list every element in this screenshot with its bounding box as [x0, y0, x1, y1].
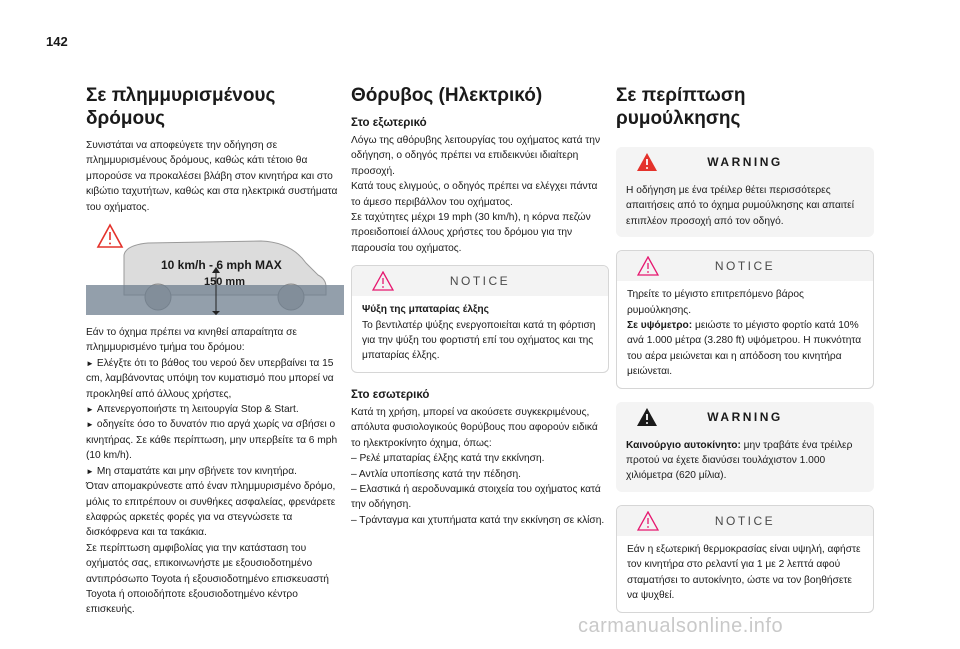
flooded-bullet: ► οδηγείτε όσο το δυνατόν πιο αργά χωρίς να σβήσει ο κινητήρας. Σε κάθε περίπτωση, μην υπερβείτε τα 6 mph (10 km/h).	[86, 419, 338, 462]
notice-text-weight: Τηρείτε το μέγιστο επιτρεπόμενο βάρος ρυμούλκησης.	[627, 289, 804, 316]
interior-text: Κατά τη χρήση, μπορεί να ακούσετε συγκεκριμένους, απόλυτα φυσιολογικούς θορύβους που αφορούν ειδικά το ηλεκτροκίνητο όχημα, όπως: – Ρελέ μπαταρίας έλξης κατά την εκκίνηση. – Αντλία υποπίεσης κατά την πέδηση. – Ελαστικά ή αεροδυναμικά στοιχεία του οχήματος κατά την οδήγηση. – Τράνταγμα και χτυπήματα κατά την εκκίνηση σε κλίση.	[351, 406, 605, 526]
notice-box-temperature	[616, 505, 874, 613]
figure-depth-label: 150 mm	[204, 276, 245, 289]
flooded-lead: Εάν το όχημα πρέπει να κινηθεί απαραίτητα σε πλημμυρισμένο τμήμα του δρόμου:	[86, 327, 297, 354]
notice-box-battery	[351, 265, 609, 373]
arrow-right-icon: ►	[86, 420, 94, 430]
figure-speed-label: 10 km/h - 6 mph MAX	[161, 258, 282, 273]
notice-label: NOTICE	[714, 259, 776, 274]
notice-triangle-icon	[637, 511, 659, 531]
section-title-noise: Θόρυβος (Ηλεκτρικό)	[351, 85, 543, 106]
interior-heading: Στο εσωτερικό	[351, 388, 430, 401]
flooded-bullet: ► Μη σταματάτε και μην σβήνετε τον κινητήρα.	[86, 464, 344, 479]
notice-label: NOTICE	[449, 274, 511, 289]
arrow-right-icon: ►	[86, 405, 94, 415]
warning-triangle-icon	[98, 225, 122, 247]
notice-header	[617, 506, 873, 536]
warning-header	[616, 147, 874, 177]
arrow-right-icon: ►	[86, 466, 94, 476]
flooded-bullet: ► Ελέγξτε ότι το βάθος του νερού δεν υπερβαίνει τα 15 cm, λαμβάνοντας υπόψη τον κυματισμό που μπορεί να προκληθεί από άλλους χρήστες,	[86, 357, 334, 400]
warning-label: WARNING	[707, 409, 783, 424]
warning-triangle-icon	[636, 407, 658, 427]
notice-header	[352, 266, 608, 296]
watermark: carmanualsonline.info	[578, 615, 784, 637]
warning-label: WARNING	[707, 155, 783, 169]
notice-text: Το βεντιλατέρ ψύξης ενεργοποιείται κατά τη φόρτιση για την ψύξη του φορτιστή επί του οχήματος και της μπαταρίας έλξης.	[362, 319, 596, 362]
column-flooded-roads	[86, 84, 344, 618]
arrow-right-icon: ►	[86, 358, 94, 368]
flooded-bullet: ► Απενεργοποιήστε τη λειτουργία Stop & Start.	[86, 402, 344, 417]
flood-figure	[86, 223, 344, 315]
notice-label: NOTICE	[714, 513, 776, 528]
warning-box-new-car	[616, 402, 874, 492]
notice-text-temperature: Εάν η εξωτερική θερμοκρασίας είναι υψηλή, αφήστε τον κινητήρα στο ρελαντί για 1 με 2 λεπτά αφού σταματήσει το αυτοκίνητο, ώστε να τον βοηθήσετε να ψυχθεί.	[627, 543, 861, 602]
notice-triangle-icon	[637, 256, 659, 276]
page-number: 142	[46, 34, 68, 49]
warning-triangle-icon	[636, 152, 658, 172]
flooded-closing: Όταν απομακρύνεστε από έναν πλημμυρισμένο δρόμο, μόλις το επιτρέπουν οι συνθήκες ασφαλείας, φρενάρετε ελαφρώς αρκετές φορές για να στεγνώσετε τα δισκόφρενα και τα τακάκια. Σε περίπτωση αμφιβολίας για την κατάσταση του οχήματός σας, επικοινωνήστε με εξουσιοδοτημένο αντιπρόσωπο Toyota ή εξουσιοδοτημένο επισκευαστή Toyota ή οποιοδήποτε εξουσιοδοτημένο κέντρο επισκευής.	[86, 481, 336, 616]
notice-box-weight	[616, 250, 874, 388]
section-title-flooded: Σε πλημμυρισμένους δρόμους	[86, 85, 276, 129]
notice-text-altitude: Σε υψόμετρο: μειώστε το μέγιστο φορτίο κατά 10% ανά 1.000 μέτρα (3.280 ft) υψόμετρου. Η πυκνότητα του αέρα μειώνεται και η απόδοση του κινητήρα μειώνεται.	[627, 320, 862, 378]
column-noise	[351, 84, 609, 528]
notice-header	[617, 251, 873, 281]
column-towing	[616, 84, 874, 626]
warning-text-new-car: Καινούργιο αυτοκίνητο: μην τραβάτε ένα τρέιλερ προτού να έχετε διανύσει τουλάχιστον 1.000 χιλιόμετρα (620 μίλια).	[626, 439, 853, 482]
warning-header	[616, 402, 874, 432]
notice-title: Ψύξη της μπαταρίας έλξης	[362, 304, 489, 316]
exterior-heading: Στο εξωτερικό	[351, 117, 427, 129]
exterior-text: Λόγω της αθόρυβης λειτουργίας του οχήματος κατά την οδήγηση, ο οδηγός πρέπει να επιδεικνύει ιδιαίτερη προσοχή. Κατά τους ελιγμούς, ο οδηγός πρέπει να ελέγχει πάντα το άμεσο περιβάλλον του οχήματος. Σε ταχύτητες μέχρι 19 mph (30 km/h), η κόρνα πεζών προειδοποιεί άλλους χρήστες του δρόμου για την παρουσία του οχήματος.	[351, 135, 601, 254]
flooded-intro: Συνιστάται να αποφεύγετε την οδήγηση σε πλημμυρισμένους δρόμους, καθώς κάτι τέτοιο θα μπορούσε να προκαλέσει βλάβη στον κινητήρα και στο κιβώτιο ταχυτήτων, καθώς και στα ηλεκτρικά συστήματα του οχήματος.	[86, 140, 338, 213]
water-level	[86, 285, 344, 315]
notice-triangle-icon	[372, 271, 394, 291]
warning-box-trailer	[616, 147, 874, 237]
warning-text: Η οδήγηση με ένα τρέιλερ θέτει περισσότερες απαιτήσεις από το όχημα ρυμούλκησης και απαιτεί επιπλέον προσοχή από τον οδηγό.	[626, 185, 854, 227]
section-title-towing: Σε περίπτωση ρυμούλκησης	[616, 85, 746, 129]
